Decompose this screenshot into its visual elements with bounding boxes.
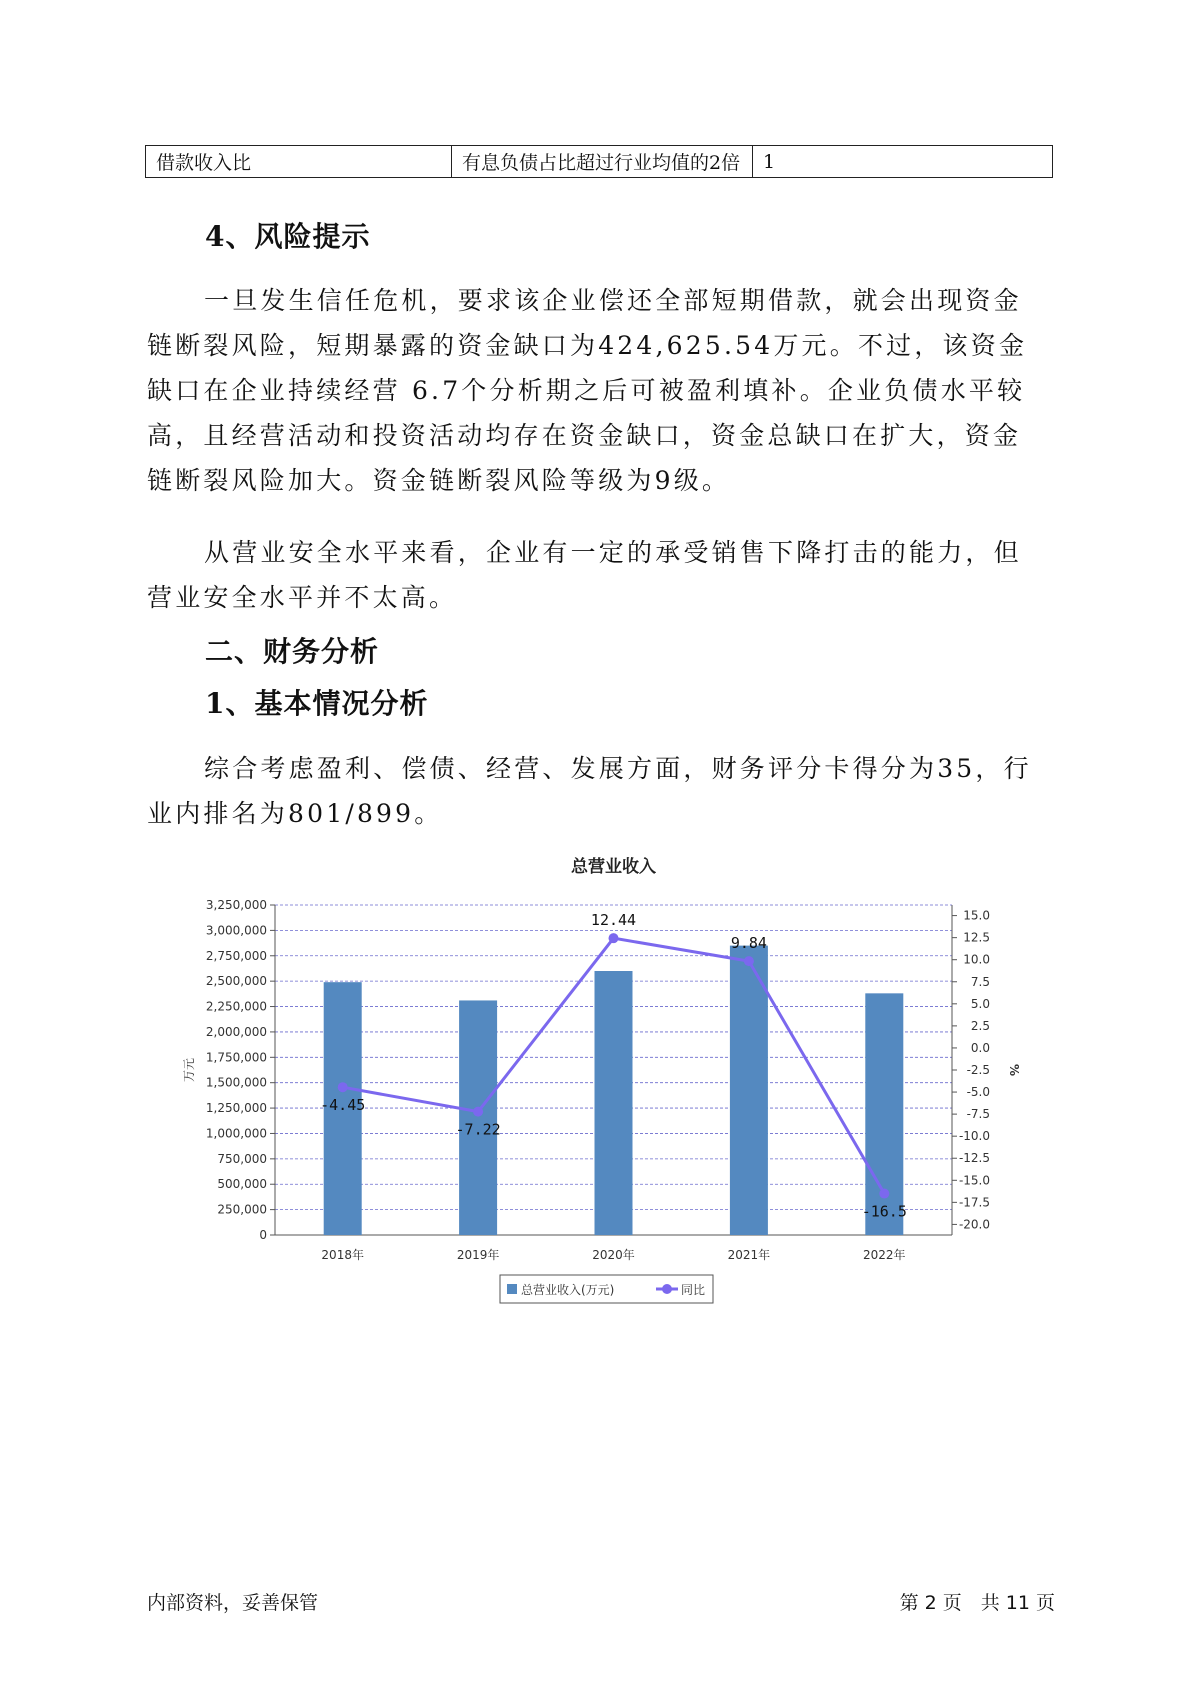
indicator-table <box>145 145 1053 178</box>
legend-line-label: 同比 <box>681 1283 706 1297</box>
yoy-data-label: 9.84 <box>730 934 767 953</box>
right-tick-label: 0.0 <box>970 1040 990 1055</box>
left-tick-label: 1,750,000 <box>205 1050 267 1065</box>
revenue-chart <box>155 850 1035 1330</box>
table-cell-criterion: 有息负债占比超过行业均值的2倍 <box>452 146 753 178</box>
table-row <box>146 146 1053 178</box>
right-tick-label: 10.0 <box>963 952 990 967</box>
basic-analysis-heading: 1、基本情况分析 <box>205 687 429 720</box>
right-tick-label: -15.0 <box>958 1173 990 1188</box>
yoy-point <box>744 956 754 966</box>
x-tick-label: 2021年 <box>727 1248 771 1262</box>
right-tick-label: -10.0 <box>958 1129 990 1144</box>
bar <box>865 993 903 1235</box>
left-tick-label: 250,000 <box>217 1202 267 1217</box>
right-tick-label: -2.5 <box>966 1063 990 1077</box>
legend-bar-swatch <box>507 1284 517 1294</box>
risk-paragraph-1: 一旦发生信任危机，要求该企业偿还全部短期借款，就会出现资金链断裂风险，短期暴露的资金缺口为424,625.54万元。不过，该资金缺口在企业持续经营 6.7个分析期之后可被盈利填补。企业负债水平较高，且经营活动和投资活动均存在资金缺口，资金总缺口在扩大，资金链断裂风险加大。资金链断裂风险等级为9级。 <box>147 286 1028 495</box>
left-tick-label: 750,000 <box>217 1151 267 1166</box>
right-tick-label: 5.0 <box>970 996 990 1011</box>
left-tick-label: 1,250,000 <box>205 1101 267 1116</box>
finance-heading: 二、财务分析 <box>205 635 380 668</box>
footer-page-number: 第 2 页 共 11 页 <box>899 1592 1055 1614</box>
yoy-point <box>473 1107 483 1117</box>
right-tick-label: -7.5 <box>966 1107 990 1122</box>
right-tick-label: -5.0 <box>966 1085 990 1100</box>
chart-title: 总营业收入 <box>571 857 656 877</box>
left-tick-label: 2,500,000 <box>205 974 267 989</box>
left-tick-label: 1,000,000 <box>205 1126 267 1141</box>
footer-confidential: 内部资料，妥善保管 <box>147 1592 319 1614</box>
risk-heading: 4、风险提示 <box>205 220 371 253</box>
table-cell-indicator: 借款收入比 <box>146 146 452 178</box>
left-tick-label: 2,750,000 <box>205 948 267 963</box>
right-tick-label: 12.5 <box>963 930 990 945</box>
right-tick-label: -12.5 <box>958 1151 990 1166</box>
right-tick-label: 15.0 <box>963 908 990 923</box>
left-tick-label: 1,500,000 <box>205 1075 267 1090</box>
basic-analysis-paragraph: 综合考虑盈利、偿债、经营、发展方面，财务评分卡得分为35，行业内排名为801/899。 <box>147 754 1032 828</box>
x-tick-label: 2019年 <box>456 1248 500 1262</box>
yoy-data-label: -4.45 <box>320 1096 366 1115</box>
bar <box>730 946 768 1235</box>
yoy-data-label: -7.22 <box>455 1120 501 1139</box>
right-tick-label: 2.5 <box>970 1018 990 1033</box>
left-tick-label: 2,250,000 <box>205 999 267 1014</box>
left-axis-title: 万元 <box>182 1057 196 1083</box>
yoy-data-label: 12.44 <box>590 911 637 930</box>
yoy-point <box>338 1082 348 1092</box>
left-tick-label: 0 <box>259 1228 267 1242</box>
legend-bar-label: 总营业收入(万元) <box>521 1283 615 1297</box>
x-tick-label: 2018年 <box>321 1248 364 1262</box>
risk-paragraph-2: 从营业安全水平来看，企业有一定的承受销售下降打击的能力，但营业安全水平并不太高。 <box>147 538 1022 612</box>
x-tick-label: 2022年 <box>863 1248 906 1262</box>
left-tick-label: 500,000 <box>217 1177 267 1192</box>
left-tick-label: 2,000,000 <box>205 1024 267 1039</box>
right-tick-label: -17.5 <box>958 1195 990 1210</box>
right-axis-title: % <box>1007 1063 1021 1077</box>
yoy-data-label: -16.5 <box>861 1202 907 1221</box>
bar <box>595 971 633 1235</box>
bar <box>459 1000 497 1235</box>
right-tick-label: -20.0 <box>958 1217 990 1232</box>
left-tick-label: 3,000,000 <box>205 923 267 938</box>
right-tick-label: 7.5 <box>970 974 990 989</box>
legend-line-marker <box>662 1284 672 1294</box>
yoy-point <box>609 933 619 943</box>
x-tick-label: 2020年 <box>592 1248 635 1262</box>
yoy-point <box>879 1189 889 1199</box>
left-tick-label: 3,250,000 <box>205 898 267 912</box>
table-cell-value: 1 <box>753 146 1053 178</box>
